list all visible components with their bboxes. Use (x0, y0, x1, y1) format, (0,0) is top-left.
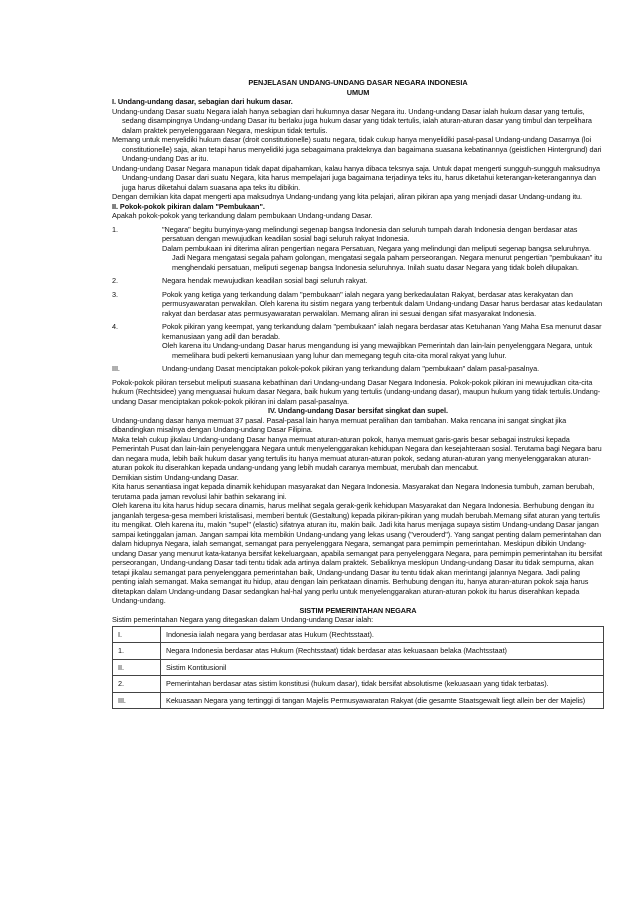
sistim-heading: SISTIM PEMERINTAHAN NEGARA (299, 605, 417, 615)
paragraph: Dengan demikian kita dapat mengerti apa maksudnya Undang-undang yang kita pelajari, aliran pikiran apa yang menjadi dasar Undang-undang itu. (112, 192, 583, 201)
table-row (113, 659, 604, 676)
table-row (113, 692, 604, 709)
table-cell-number: II. (113, 659, 161, 676)
table-row (113, 643, 604, 660)
list-item (112, 364, 604, 374)
table-cell-number: III. (113, 692, 161, 709)
list-text: Pokok pikiran yang keempat, yang terkandung dalam "pembukaan" ialah negara berdasar atas Ketuhanan Yang Maha Esa menurut dasar kemanusiaan yang adil dan beradab. (162, 322, 602, 341)
list-item (112, 290, 604, 319)
list-text: "Negara" begitu bunyinya-yang melindungi segenap bangsa Indonesia dan seluruh tumpah darah Indonesia dengan berdasar atas persatuan dengan mewujudkan keadilan sosial bagi seluruh rakyat Indonesia. (162, 224, 578, 243)
table-row (113, 626, 604, 643)
list-text: Pokok yang ketiga yang terkandung dalam "pembukaan" ialah negara yang berkedaulatan Rakyat, berdasar atas kerakyatan dan permusyawaratan perwakilan. Oleh karena itu sistim negara yang terbentuk dalam Undang-undang Dasar harus berdasar atas kedaulatan rakyat dan berdasar atas permusyawaratan perwakilan. Memang aliran ini sesuai dengan sifat masyarakat Indonesia. (162, 289, 603, 318)
table-cell-text: Kekuasaan Negara yang tertinggi di tangan Majelis Permusyawaratan Rakyat (die gesamte Staatsgewalt liegt allein ber der Majelis) (161, 692, 604, 709)
list-number: 2. (112, 276, 118, 285)
document-subtitle: UMUM (346, 87, 370, 97)
paragraph: Maka telah cukup jikalau Undang-undang Dasar hanya memuat aturan-aturan pokok, hanya memuat garis-garis besar sebagai instruksi kepada Pemerintah Pusat dan lain-lain penyelenggara Negara untuk menyelenggarakan kehidupan Negara dan kesejahteraan sosial. Terutama bagi Negara baru dan negara muda, lebih baik hukum dasar yang tertulis itu hanya memuat aturan-aturan pokok, sedang aturan-aturan yang menyelenggarakan aturan-aturan pokok itu diserahkan kepada undang-undang yang lebih mudah caranya membuat, merubah dan mencabut. (112, 434, 602, 472)
list-subparagraph: Oleh karena itu Undang-undang Dasar harus mengandung isi yang mewajibkan Pemerintah dan lain-lain penyelenggara Negara, untuk memelihara budi pekerti kemanusiaan yang luhur dan memegang teguh cita-cita moral rakyat yang luhur. (162, 341, 593, 360)
list-text: Undang-undang Dasat menciptakan pokok-pokok pikiran yang terkandung dalam "pembukaan" dalam pasal-pasalnya. (162, 364, 540, 373)
table-cell-number: 1. (113, 643, 161, 660)
document-title: PENJELASAN UNDANG-UNDANG DASAR NEGARA INDONESIA (248, 78, 468, 87)
list-number: III. (112, 364, 120, 373)
list-number: 3. (112, 289, 118, 299)
paragraph: Oleh karena itu kita harus hidup secara dinamis, harus melihat segala gerak-gerik kehidupan Masyarakat dan Negara Indonesia. Berhubung dengan itu janganlah tergesa-gesa memberi kristalisasi, memberi bentuk (Gestaltung) kepada pikiran-pikiran yang mudah berubah.Memang sifat aturan yang tertulis itu mengikat. Oleh karena itu, makin "supel" (elastic) sifatnya aturan itu, makin baik. Jadi kita harus menjaga supaya sistim Undang-undang Dasar jangan sampai ketinggalan jaman. Jangan sampai kita membikin Undang-undang yang lekas usang ("verouderd"). Yang sangat penting dalam pemerintahan dan dalam hidupnya Negara, ialah semangat, semangat para penyelenggara Negara, semangat para pemimpin pemerintahan. Meskipun dibikin Undang-undang Dasar yang menurut kata-katanya bersifat kekeluargaan, apabila semangat para penyelenggara Negara, para pemimpin pemerintahan itu bersifat perseorangan, Undang-undang Dasar tadi tentu tidak ada artinya dalam praktek. Sebaliknya meskipun Undang-undang Dasar itu tidak sempurna, akan tetapi jikalau semangat para penyelenggara pemerintahan baik, Undang-undang Dasar itu tentu tidak akan merintangi jalannya Negara. Jadi paling penting ialah semangat. Maka semangat itu hidup, atau dengan lain perkataan dinamis. Berhubung dengan itu, hanya aturan-aturan pokok saja harus ditetapkan dalam Undang-undang Dasar sedangkan hal-hal yang perlu untuk menyelenggarakan aturan-aturan pokok itu harus diserahkan kepada Undang-undang. (112, 501, 603, 605)
paragraph: Apakah pokok-pokok yang terkandung dalam pembukaan Undang-undang Dasar. (112, 211, 373, 220)
list-item (112, 225, 604, 244)
list-number: 4. (112, 322, 118, 331)
section-2-heading: II. Pokok-pokok pikiran dalam "Pembukaan". (112, 201, 265, 211)
paragraph: Pokok-pokok pikiran tersebut meliputi suasana kebathinan dari Undang-undang Dasar Negara Indonesia. Pokok-pokok pikiran ini mewujudkan cita-cita hukum (Rechtsidee) yang menguasai hukum dasar Negara, baik hukum yang tertulis (undang-undang dasar), maupun hukum yang tidak tertulis.Undang-undang Dasar menciptakan pokok-pokok pikiran ini dalam pasal-pasalnya. (112, 377, 601, 406)
paragraph: Sistim pemerintahan Negara yang ditegaskan dalam Undang-undang Dasar ialah: (112, 615, 374, 624)
paragraph: Memang untuk menyelidiki hukum dasar (droit constitutionelle) suatu negara, tidak cukup hanya menyelidiki pasal-pasal Undang-undang Dasarnya (loi constitutionelle) saja, akan tetapi harus menyelidiki juga sebagaimana prakteknya dan bagaimana suasana kebatinannya (geistlichen Hintergrund) dari Undang-undang Das ar itu. (112, 135, 602, 163)
table-cell-number: I. (113, 626, 161, 643)
table-cell-text: Indonesia ialah negara yang berdasar atas Hukum (Rechtsstaat). (161, 626, 604, 643)
section-1-heading: I. Undang-undang dasar, sebagian dari hukum dasar. (112, 97, 293, 106)
list-number: 1. (112, 224, 118, 234)
list-item (112, 276, 604, 286)
table-row (113, 676, 604, 693)
paragraph: Undang-undang Dasar Negara manapun tidak dapat dipahamkan, kalau hanya dibaca teksnya saja. Untuk dapat mengerti sungguh-sungguh maksudnya Undang-undang Dasar dari suatu Negara, kita harus mempelajari juga bagaimana terjadinya teks itu, harus diketahui keterangan-keterangannya dan juga harus diketahui dalam suasana apa teks itu dibikin. (112, 163, 600, 192)
list-subparagraph: Dalam pembukaan ini diterima aliran pengertian negara Persatuan, Negara yang melindungi dan meliputi segenap bangsa seluruhnya. Jadi Negara mengatasi segala paham golongan, mengatasi segala paham perseorangan. Negara menurut pengertian "pembukaan" itu menghendaki persatuan, meliputi segenap bangsa Indonesia seluruhnya. Inilah suatu dasar Negara yang tidak boleh dilupakan. (162, 243, 602, 272)
table-cell-text: Negara Indonesia berdasar atas Hukum (Rechtsstaat) tidak berdasar atas kekuasaan belaka (Machtsstaat) (161, 643, 604, 660)
paragraph: Undang-undang Dasar suatu Negara ialah hanya sebagian dari hukumnya dasar Negara itu. Undang-undang Dasar ialah hukum dasar yang tertulis, sedang disampingnya Undang-undang Dasar itu berlaku juga hukum dasar yang tidak tertulis, ialah aturan-aturan dasar yang timbul dan terpelihara dalam praktek penyelenggaraan Negara, meskipun tidak tertulis. (112, 106, 592, 135)
table-cell-text: Sistim Kontitusionil (161, 659, 604, 676)
table-cell-text: Pemerintahan berdasar atas sistim konstitusi (hukum dasar), tidak bersifat absolutisme (kekuasaan yang tidak terbatas). (161, 676, 604, 693)
paragraph: Demikian sistim Undang-undang Dasar. (112, 472, 239, 482)
paragraph: Kita harus senantiasa ingat kepada dinamik kehidupan masyarakat dan Negara Indonesia. Masyarakat dan Negara Indonesia tumbuh, zaman berubah, terutama pada jaman revolusi lahir bathin sekarang ini. (112, 482, 595, 501)
sistim-table (112, 626, 604, 710)
paragraph: Undang-undang dasar hanya memuat 37 pasal. Pasal-pasal lain hanya memuat peralihan dan tambahan. Maka rencana ini sangat singkat jika dibandingkan misalnya dengan Undang-undang Dasar Filipina. (112, 415, 567, 434)
section-4-heading: IV. Undang-undang Dasar bersifat singkat dan supel. (267, 406, 449, 415)
table-cell-number: 2. (113, 676, 161, 693)
list-item (112, 322, 604, 341)
list-text: Negara hendak mewujudkan keadilan sosial bagi seluruh rakyat. (162, 276, 368, 285)
